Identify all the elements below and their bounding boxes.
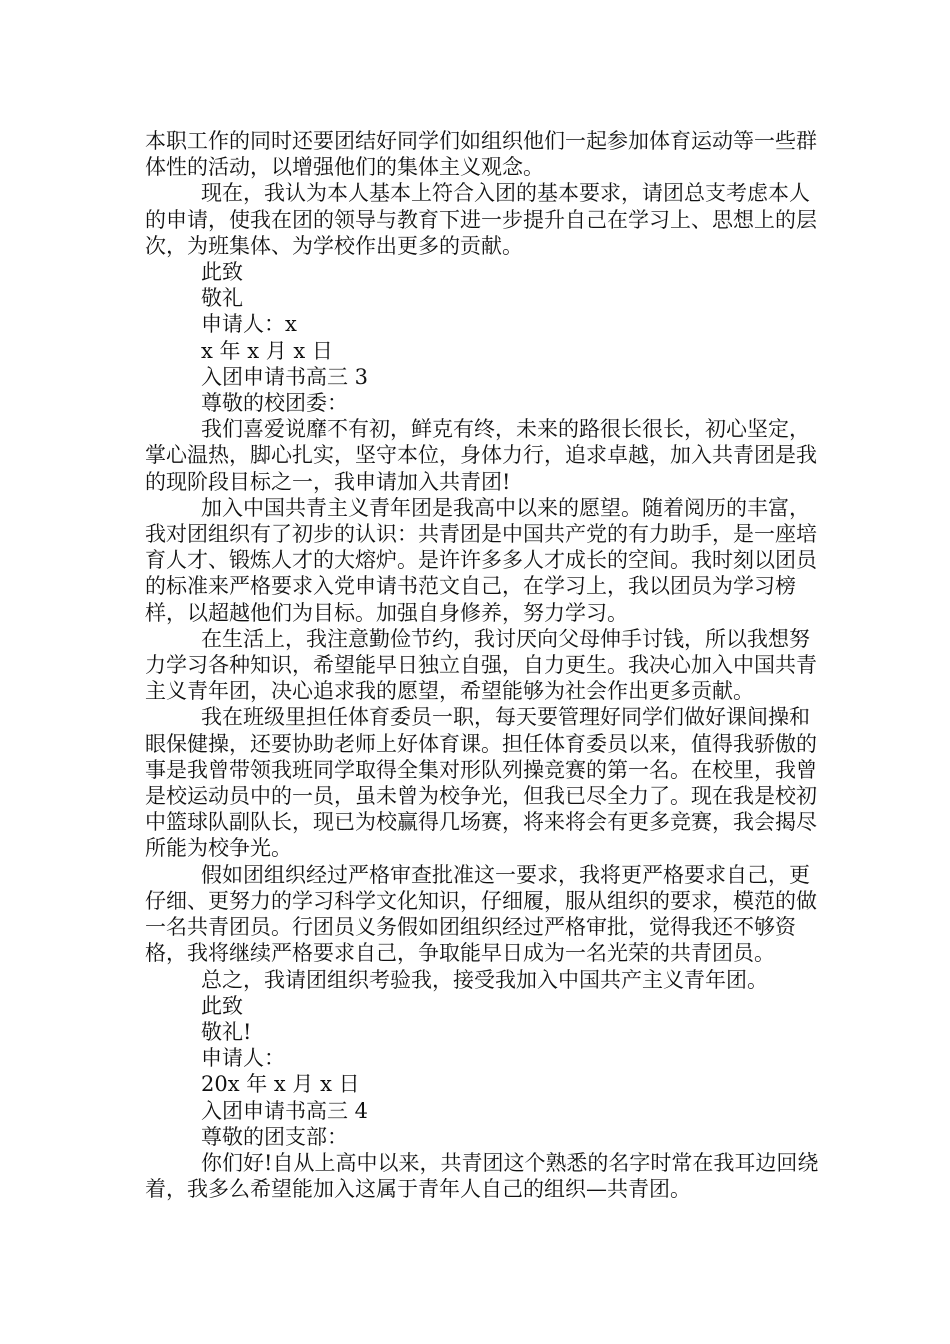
paragraph-if-approved: 假如团组织经过严格审查批准这一要求，我将更严格要求自己，更仔细、更努力的学习科学文化知识，仔细履，服从组织的要求，模范的做一名共青团员。行团员义务假如团组织经过严格审批，觉得我还不够资格，我将继续严格要求自己，争取能早日成为一名光荣的共青团员。 bbox=[145, 862, 817, 966]
closing-jingli: 敬礼 bbox=[201, 286, 243, 311]
salutation-school-committee: 尊敬的校团委： bbox=[201, 391, 348, 416]
paragraph-wish-to-join: 加入中国共青主义青年团是我高中以来的愿望。随着阅历的丰富，我对团组织有了初步的认识：共青团是中国共产党的有力助手，是一座培育人才、锻炼人才的大熔炉。是许许多多人才成长的空间。我时刻以团员的标准来严格要求入党申请书范文自己，在学习上，我以团员为学习榜样，以超越他们为目标。加强自身修养，努力学习。 bbox=[145, 495, 817, 625]
paragraph-duty-continuation: 本职工作的同时还要团结好同学们如组织他们一起参加体育运动等一些群体性的活动，以增强他们的集体主义观念。 bbox=[145, 129, 817, 180]
date-line-2: 20x 年 x 月 x 日 bbox=[201, 1072, 360, 1097]
date-line: x 年 x 月 x 日 bbox=[201, 338, 333, 363]
closing-cizhi-2: 此致 bbox=[201, 993, 243, 1018]
paragraph-greeting: 你们好!自从上高中以来，共青团这个熟悉的名字时常在我耳边回绕着，我多么希望能加入这属于青年人自己的组织—共青团。 bbox=[145, 1150, 819, 1202]
paragraph-daily-life: 在生活上，我注意勤俭节约，我讨厌向父母伸手讨钱，所以我想努力学习各种知识，希望能早日独立自强，自力更生。我决心加入中国共青主义青年团，决心追求我的愿望，希望能够为社会作出更多贡献。 bbox=[145, 626, 817, 704]
paragraph-conclusion: 总之，我请团组织考验我，接受我加入中国共产主义青年团。 bbox=[201, 967, 768, 992]
section-title-4: 入团申请书高三 4 bbox=[201, 1098, 369, 1123]
section-title-3: 入团申请书高三 3 bbox=[201, 364, 369, 389]
paragraph-sports-committee: 我在班级里担任体育委员一职，每天要管理好同学们做好课间操和眼保健操，还要协助老师上好体育课。担任体育委员以来，值得我骄傲的事是我曾带领我班同学取得全集对形队列操竞赛的第一名。在校里，我曾是校运动员中的一员，虽未曾为校争光，但我已尽全力了。现在我是校初中篮球队副队长，现已为校赢得几场赛，将来将会有更多竞赛，我会揭尽所能为校争光。 bbox=[145, 705, 817, 861]
document-body bbox=[145, 128, 821, 1202]
applicant-line: 申请人：x bbox=[201, 312, 297, 337]
closing-cizhi: 此致 bbox=[201, 260, 243, 285]
closing-jingli-2: 敬礼! bbox=[201, 1019, 252, 1044]
applicant-line-2: 申请人： bbox=[201, 1046, 285, 1071]
paragraph-current-request: 现在，我认为本人基本上符合入团的基本要求，请团总支考虑本人的申请，使我在团的领导与教育下进一步提升自己在学习上、思想上的层次，为班集体、为学校作出更多的贡献。 bbox=[145, 181, 817, 258]
salutation-branch: 尊敬的团支部： bbox=[201, 1124, 348, 1149]
paragraph-original-intention: 我们喜爱说靡不有初，鲜克有终，未来的路很长很长，初心坚定，掌心温热，脚心扎实，坚守本位，身体力行，追求卓越，加入共青团是我的现阶段目标之一，我申请加入共青团! bbox=[145, 417, 817, 494]
